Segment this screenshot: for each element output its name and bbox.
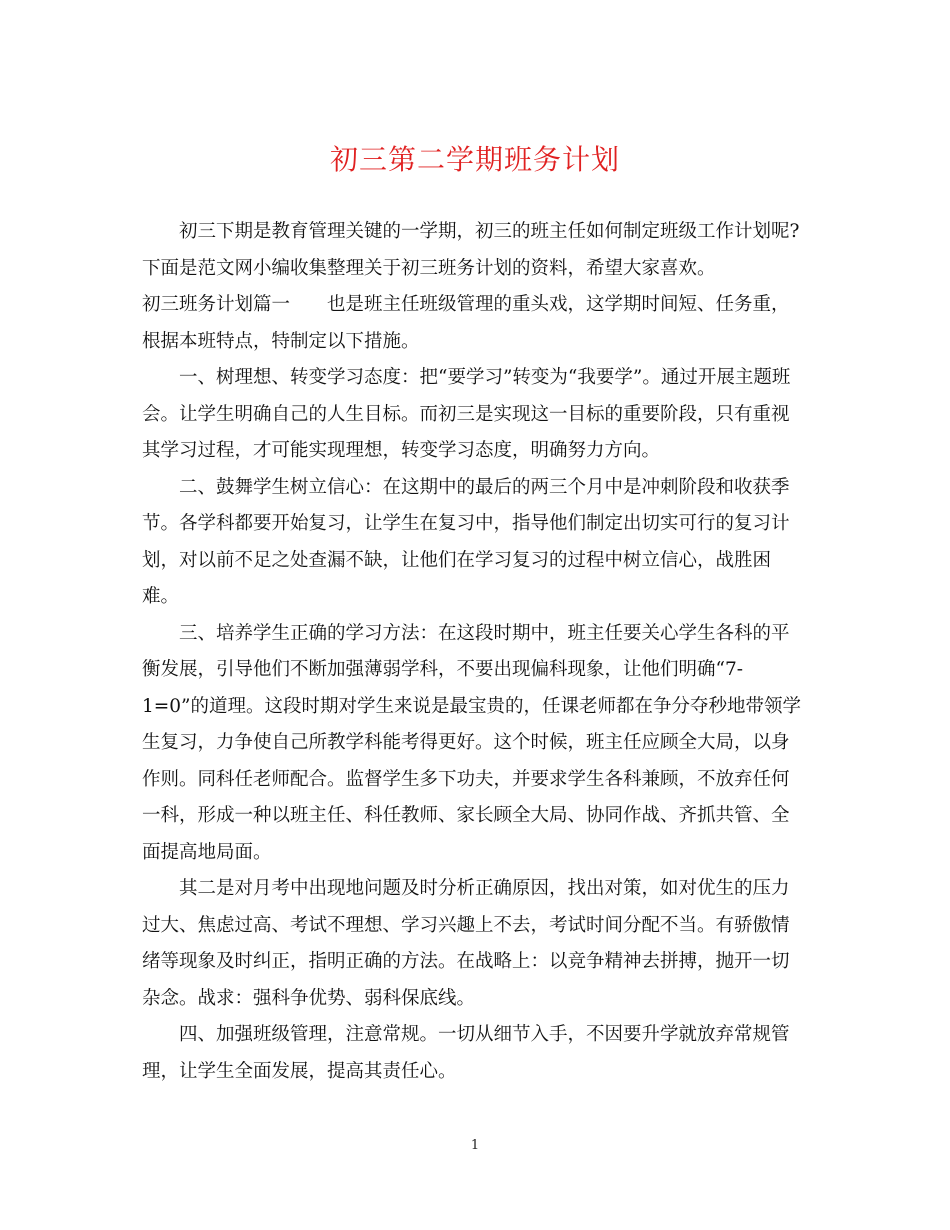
paragraph-line: 面提高地局面。 — [142, 841, 272, 863]
paragraph-line: 划，对以前不足之处查漏不缺，让他们在学习复习的过程中树立信心，战胜困 — [142, 549, 772, 571]
paragraph-line: 四、加强班级管理，注意常规。一切从细节入手，不因要升学就放弃常规管 — [179, 1024, 790, 1045]
paragraph-line: 初三下期是教育管理关键的一学期，初三的班主任如何制定班级工作计划呢? — [179, 221, 800, 242]
paragraph-line: 绪等现象及时纠正，指明正确的方法。在战略上：以竞争精神去拼搏，抛开一切 — [142, 951, 790, 972]
paragraph-line: 一、树理想、转变学习态度：把“要学习”转变为“我要学”。通过开展主题班 — [179, 367, 791, 388]
page-number: 1 — [470, 1138, 480, 1153]
paragraph-line: 难。 — [142, 586, 180, 607]
document-body — [142, 214, 812, 1090]
paragraph-line: 过大、焦虑过高、考试不理想、学习兴趣上不去，考试时间分配不当。有骄傲情 — [142, 914, 790, 936]
paragraph-line: 杂念。战求：强科争优势、弱科保底线。 — [142, 987, 476, 1009]
paragraph-line: 1=0”的道理。这段时期对学生来说是最宝贵的，任课老师都在争分夺秒地带领学 — [142, 695, 802, 717]
paragraph-line: 一科，形成一种以班主任、科任教师、家长顾全大局、协同作战、齐抓共管、全 — [142, 805, 790, 826]
paragraph-line: 下面是范文网小编收集整理关于初三班务计划的资料，希望大家喜欢。 — [142, 257, 716, 279]
paragraph-line: 初三班务计划篇一 也是班主任班级管理的重头戏，这学期时间短、任务重， — [142, 294, 790, 315]
paragraph-line: 三、培养学生正确的学习方法：在这段时期中，班主任要关心学生各科的平 — [179, 622, 790, 644]
paragraph-line: 二、鼓舞学生树立信心：在这期中的最后的两三个月中是冲刺阶段和收获季 — [179, 476, 790, 498]
paragraph-line: 根据本班特点，特制定以下措施。 — [142, 330, 420, 352]
paragraph-line: 其学习过程，才可能实现理想，转变学习态度，明确努力方向。 — [142, 440, 661, 461]
paragraph-line: 其二是对月考中出现地问题及时分析正确原因，找出对策，如对优生的压力 — [179, 878, 790, 899]
paragraph-line: 生复习，力争使自己所教学科能考得更好。这个时候，班主任应顾全大局，以身 — [142, 732, 790, 753]
document-title: 初三第二学期班务计划 — [329, 143, 620, 176]
paragraph-line: 会。让学生明确自己的人生目标。而初三是实现这一目标的重要阶段，只有重视 — [142, 403, 790, 425]
paragraph-line: 衡发展，引导他们不断加强薄弱学科，不要出现偏科现象，让他们明确“7- — [142, 659, 743, 680]
paragraph-line: 理，让学生全面发展，提高其责任心。 — [142, 1060, 457, 1082]
paragraph-line: 节。各学科都要开始复习，让学生在复习中，指导他们制定出切实可行的复习计 — [142, 513, 790, 534]
paragraph-line: 作则。同科任老师配合。监督学生多下功夫，并要求学生各科兼顾，不放弃任何 — [142, 768, 790, 790]
